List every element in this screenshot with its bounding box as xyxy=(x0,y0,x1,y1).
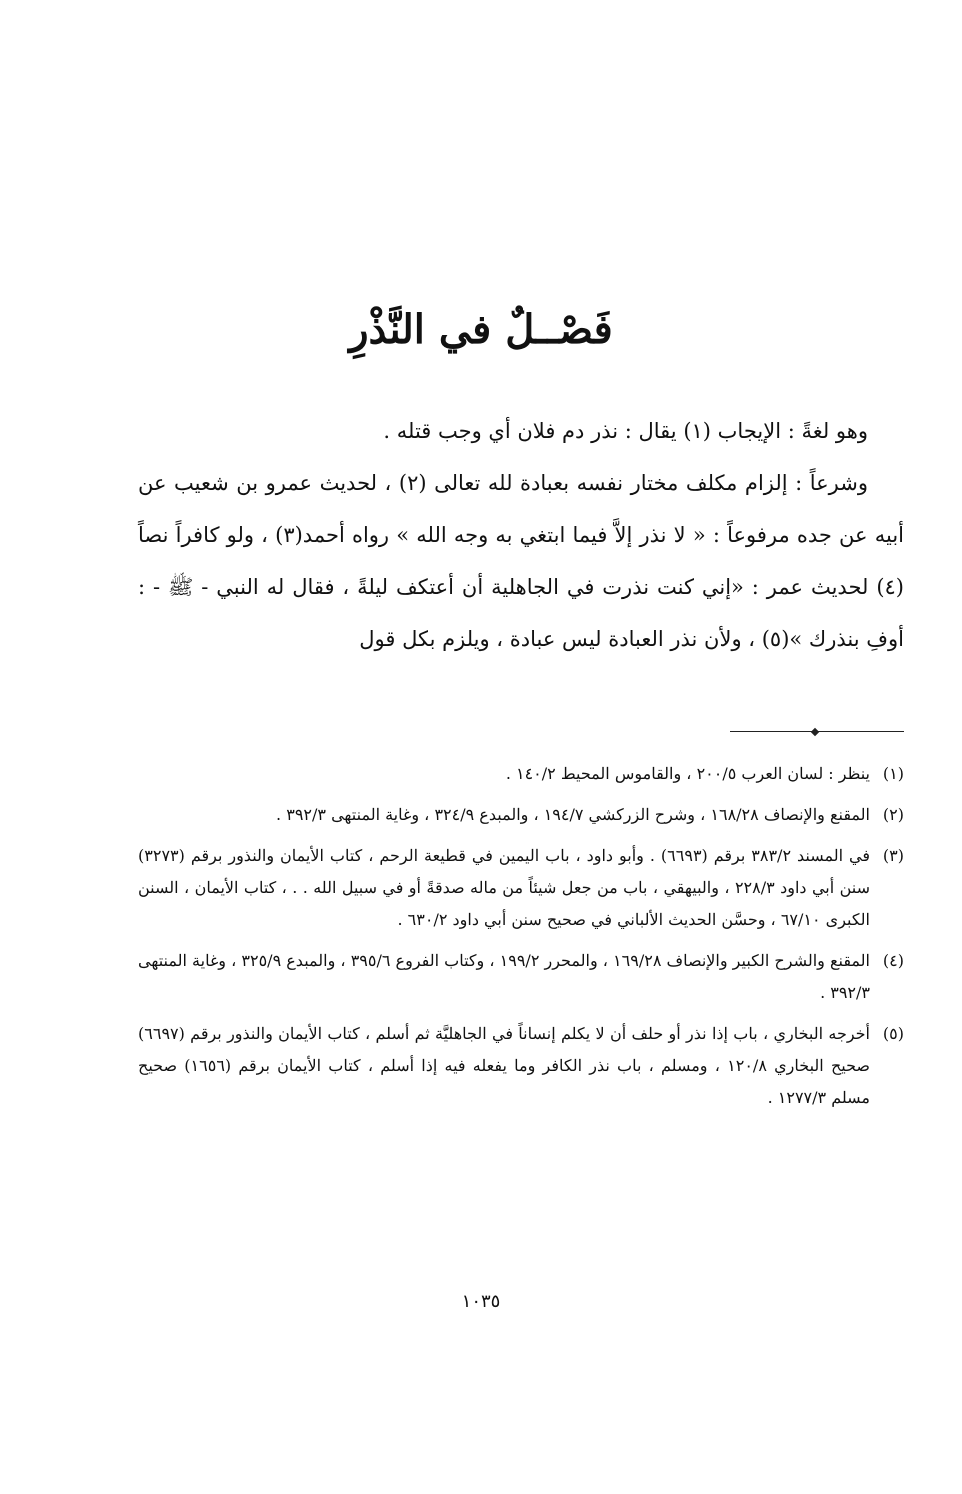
footnote-5 xyxy=(138,1018,904,1114)
paragraph-definition-language: وهو لغةً : الإيجاب (١) يقال : نذر دم فلان أي وجب قتله . xyxy=(383,419,868,443)
footnotes xyxy=(138,758,904,1123)
footnote-number: (٣) xyxy=(882,846,904,865)
footnote-number: (١) xyxy=(882,764,904,783)
footnote-text: في المسند ٣٨٣/٢ برقم (٦٦٩٣) . وأبو داود ، باب اليمين في قطيعة الرحم ، كتاب الأيمان والنذور برقم (٣٢٧٣) سنن أبي داود ٢٢٨/٣ ، والبيهقي ، باب من جعل شيئاً من ماله صدقةً أو في سبيل الله . . ، كتاب الأيمان ، السنن الكبرى ٦٧/١٠ ، وحسَّن الحديث الألباني في صحيح سنن أبي داود ٦٣٠/٢ . xyxy=(138,846,871,929)
footnote-number: (٢) xyxy=(882,805,904,824)
page-number: ١٠٣٥ xyxy=(461,1291,501,1312)
footnote-2 xyxy=(138,799,904,831)
footnote-1 xyxy=(138,758,904,790)
paragraph-definition-sharia: وشرعاً : إلزام مكلف مختار نفسه بعبادة لله تعالى (٢) ، لحديث عمرو بن شعيب عن أبيه عن جده مرفوعاً : « لا نذر إلاَّ فيما ابتغي به وجه الله » رواه أحمد(٣) ، ولو كافراً نصاً (٤) لحديث عمر : «إني كنت نذرت في الجاهلية أن أعتكف ليلةً ، فقال له النبي - ﷺ - : أوفِ بنذرك »(٥) ، ولأن نذر العبادة ليس عبادة ، ويلزم بكل قول xyxy=(138,471,905,651)
chapter-title: فَصْــلٌ في النَّذْرِ xyxy=(349,306,613,353)
footnote-text: أخرجه البخاري ، باب إذا نذر أو حلف أن لا يكلم إنساناً في الجاهليَّة ثم أسلم ، كتاب الأيمان والنذور برقم (٦٦٩٧) صحيح البخاري ١٢٠/٨ ، ومسلم ، باب نذر الكافر وما يفعله فيه إذا أسلم ، كتاب الأيمان برقم (١٦٥٦) صحيح مسلم ١٢٧٧/٣ . xyxy=(138,1024,871,1107)
footnote-text: المقنع والشرح الكبير والإنصاف ١٦٩/٢٨ ، والمحرر ١٩٩/٢ ، وكتاب الفروع ٣٩٥/٦ ، والمبدع ٣٢٥/٩ ، وغاية المنتهى ٣٩٢/٣ . xyxy=(138,951,871,1002)
main-text xyxy=(138,405,904,665)
footnote-3 xyxy=(138,840,904,936)
footnote-number: (٥) xyxy=(882,1024,904,1043)
footnote-text: المقنع والإنصاف ١٦٨/٢٨ ، وشرح الزركشي ١٩٤/٧ ، والمبدع ٣٢٤/٩ ، وغاية المنتهى ٣٩٢/٣ . xyxy=(276,805,870,824)
footnote-4 xyxy=(138,945,904,1009)
footnote-text: ينظر : لسان العرب ٢٠٠/٥ ، والقاموس المحيط ١٤٠/٢ . xyxy=(505,764,870,783)
footnote-separator xyxy=(730,731,904,732)
separator-ornament xyxy=(811,728,819,736)
footnote-number: (٤) xyxy=(882,951,904,970)
